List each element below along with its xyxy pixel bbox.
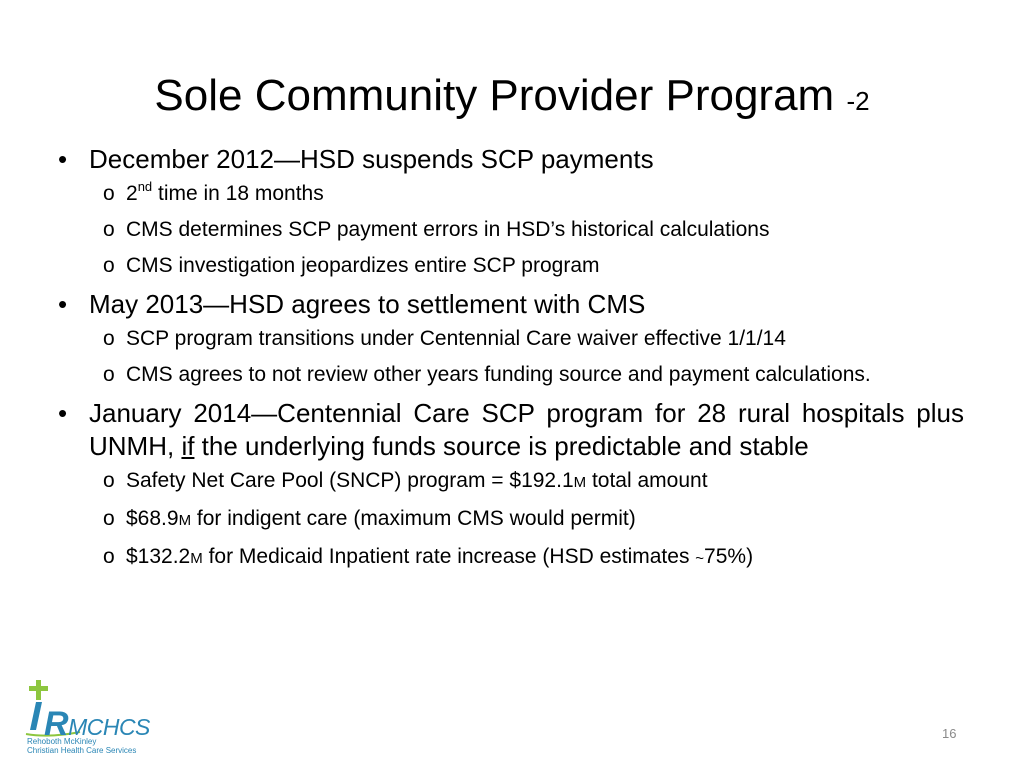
logo-letter-r: R [44,705,69,743]
sub-bullet-marker: o [103,327,115,350]
title-suffix: -2 [846,86,870,116]
bullet-december-2012 [56,143,964,176]
sub-bullet [103,361,964,388]
bullet-january-2014 [56,397,964,463]
sub-bullet-marker: o [103,545,115,568]
sub-bullet-marker: o [103,363,115,386]
sub-bullet-text: SCP program transitions under Centennial Care waiver effective 1/1/14 [126,327,786,350]
sub-bullet-text: CMS investigation jeopardizes entire SCP program [126,254,600,277]
sub-bullet-text-b: for Medicaid Inpatient rate increase (HSD estimates [202,545,696,568]
bullet-may-2013 [56,288,964,321]
unit-m: M [178,512,192,529]
sub-bullet [103,543,964,572]
sub-bullet [103,180,964,207]
bullet-marker: • [58,144,68,174]
sub-bullet-text-a: $68.9 [126,507,179,530]
approx-tilde: ~ [695,550,705,567]
logo-tagline-1: Rehoboth McKinley [27,737,97,746]
sub-bullet-text-a: Safety Net Care Pool (SNCP) program = $192.1 [126,469,574,492]
bullet-text-a: January 2014—Centennial Care SCP program for 28 rural hospitals plus UNMH, [89,398,964,461]
sub-bullet [103,467,964,496]
page-number: 16 [942,726,957,741]
title-main: Sole Community Provider Program [154,71,835,120]
sub-bullet-text: CMS determines SCP payment errors in HSD’s historical calculations [126,218,770,241]
sub-bullet-marker: o [103,469,115,492]
sub-bullet-marker: o [103,182,115,205]
sub-bullet-text-a: $132.2 [126,545,191,568]
emphasis-if: if [181,431,195,461]
slide-body [56,143,964,581]
logo-tagline-2: Christian Health Care Services [27,746,137,755]
bullet-text: May 2013—HSD agrees to settlement with CMS [89,289,646,319]
sub-bullet [103,216,964,243]
sub-bullet-marker: o [103,507,115,530]
sub-bullet-marker: o [103,254,115,277]
slide-title [0,66,1024,131]
sub-bullet-text-b: total amount [586,469,708,492]
bullet-marker: • [58,289,68,319]
sub-bullet-text-c: 75%) [704,545,754,568]
sub-bullet-text: CMS agrees to not review other years funding source and payment calculations. [126,363,871,386]
bullet-marker: • [58,398,68,428]
bullet-text: December 2012—HSD suspends SCP payments [89,144,654,174]
sub-bullet [103,505,964,534]
ordinal-suffix: nd [137,179,153,194]
sub-bullet [103,325,964,352]
sub-bullet-text-b: for indigent care (maximum CMS would permit) [191,507,636,530]
sub-bullet [103,252,964,279]
logo-name-rest: MCHCS [68,714,150,740]
sub-bullet-text-a: 2 [126,182,138,205]
sub-bullet-text-b: time in 18 months [152,182,324,205]
sub-bullet-marker: o [103,218,115,241]
bullet-text-b: the underlying funds source is predictable and stable [194,431,809,461]
unit-m: M [190,550,203,567]
unit-m: M [573,474,587,491]
